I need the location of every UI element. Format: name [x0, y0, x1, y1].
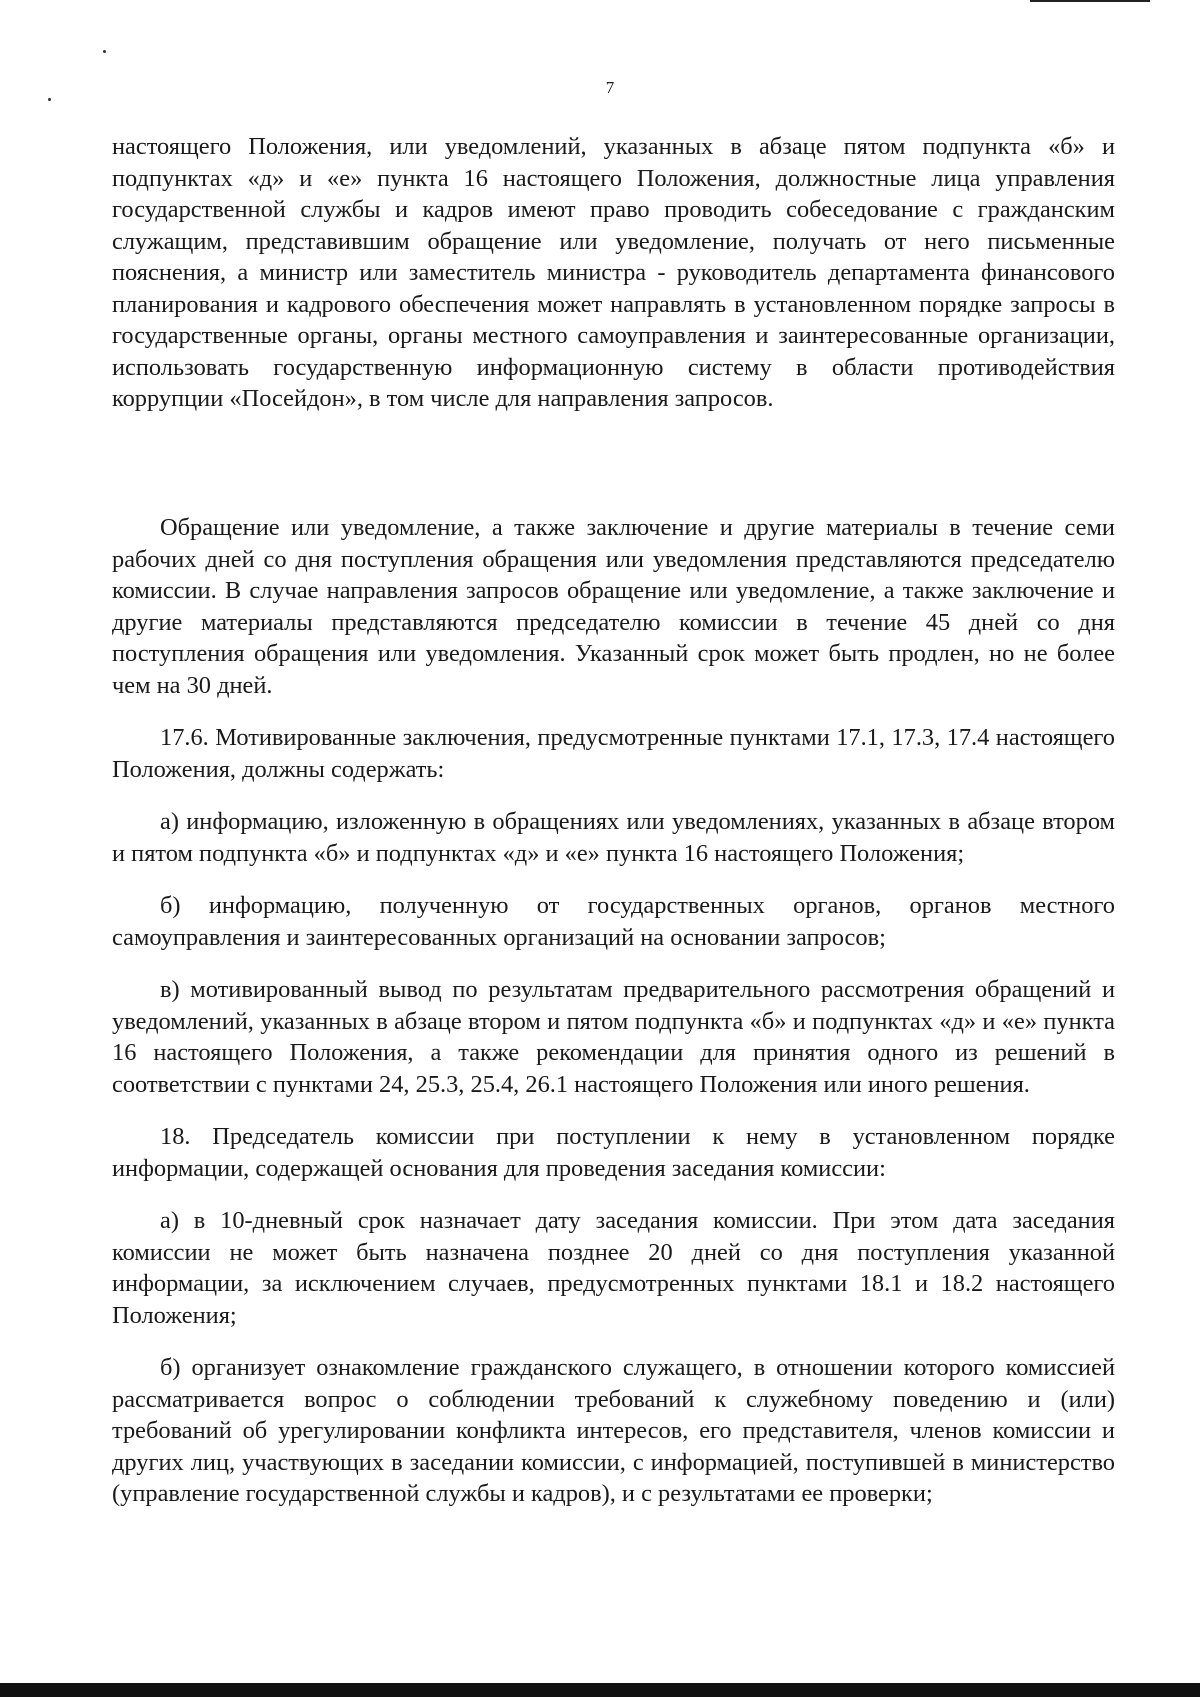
paragraph-continuation [112, 131, 1115, 415]
paragraph: Обращение или уведомление, а также заключение и другие материалы в течение семи рабочих дней со дня поступления обращения или уведомления представляются председателю комиссии. В случае направления запросов обращение или уведомление, а также заключение и другие материалы представляются председателю комиссии в течение 45 дней со дня поступления обращения или уведомления. Указанный срок может быть продлен, но не более чем на 30 дней. [112, 514, 1115, 699]
clause-18: 18. Председатель комиссии при поступлении к нему в установленном порядке информации, содержащей основания для проведения заседания комиссии: [112, 1123, 1115, 1182]
scan-speck [48, 98, 51, 101]
subclause-v: в) мотивированный вывод по результатам предварительного рассмотрения обращений и уведомлений, указанных в абзаце втором и пятом подпункта «б» и подпунктах «д» и «е» пункта 16 настоящего Положения, а также рекомендации для принятия одного из решений в соответствии с пунктами 24, 25.3, 25.4, 26.1 настоящего Положения или иного решения. [112, 976, 1115, 1098]
subclause-b: б) информацию, полученную от государственных органов, органов местного самоуправления и заинтересованных организаций на основании запросов; [112, 892, 1115, 951]
scan-edge-top [1030, 0, 1150, 2]
subclause-a: а) информацию, изложенную в обращениях или уведомлениях, указанных в абзаце втором и пятом подпункта «б» и подпунктах «д» и «е» пункта 16 настоящего Положения; [112, 808, 1115, 867]
clause-18-subclause-b: б) организует ознакомление гражданского служащего, в отношении которого комиссией рассматривается вопрос о соблюдении требований к служебному поведению и (или) требований об урегулировании конфликта интересов, его представителя, членов комиссии и других лиц, участвующих в заседании комиссии, с информацией, поступившей в министерство (управление государственной службы и кадров), и с результатами ее проверки; [112, 1354, 1115, 1507]
document-body [112, 512, 1115, 1510]
paragraph: настоящего Положения, или уведомлений, указанных в абзаце пятом подпункта «б» и подпунктах «д» и «е» пункта 16 настоящего Положения, должностные лица управления государственной службы и кадров имеют право проводить собеседование с гражданским служащим, представившим обращение или уведомление, получать от него письменные пояснения, а министр или заместитель министра - руководитель департамента финансового планирования и кадрового обеспечения может направлять в установленном порядке запросы в государственные органы, органы местного самоуправления и заинтересованные организации, использовать государственную информационную систему в области противодействия коррупции «Посейдон», в том числе для направления запросов. [112, 133, 1115, 412]
clause-18-subclause-a: а) в 10-дневный срок назначает дату заседания комиссии. При этом дата заседания комиссии не может быть назначена позднее 20 дней со дня поступления указанной информации, за исключением случаев, предусмотренных пунктами 18.1 и 18.2 настоящего Положения; [112, 1207, 1115, 1329]
scan-speck [103, 50, 106, 53]
clause-17-6: 17.6. Мотивированные заключения, предусмотренные пунктами 17.1, 17.3, 17.4 настоящего Положения, должны содержать: [112, 724, 1115, 783]
page-number: 7 [605, 78, 615, 97]
scan-edge-bottom [0, 1683, 1200, 1697]
